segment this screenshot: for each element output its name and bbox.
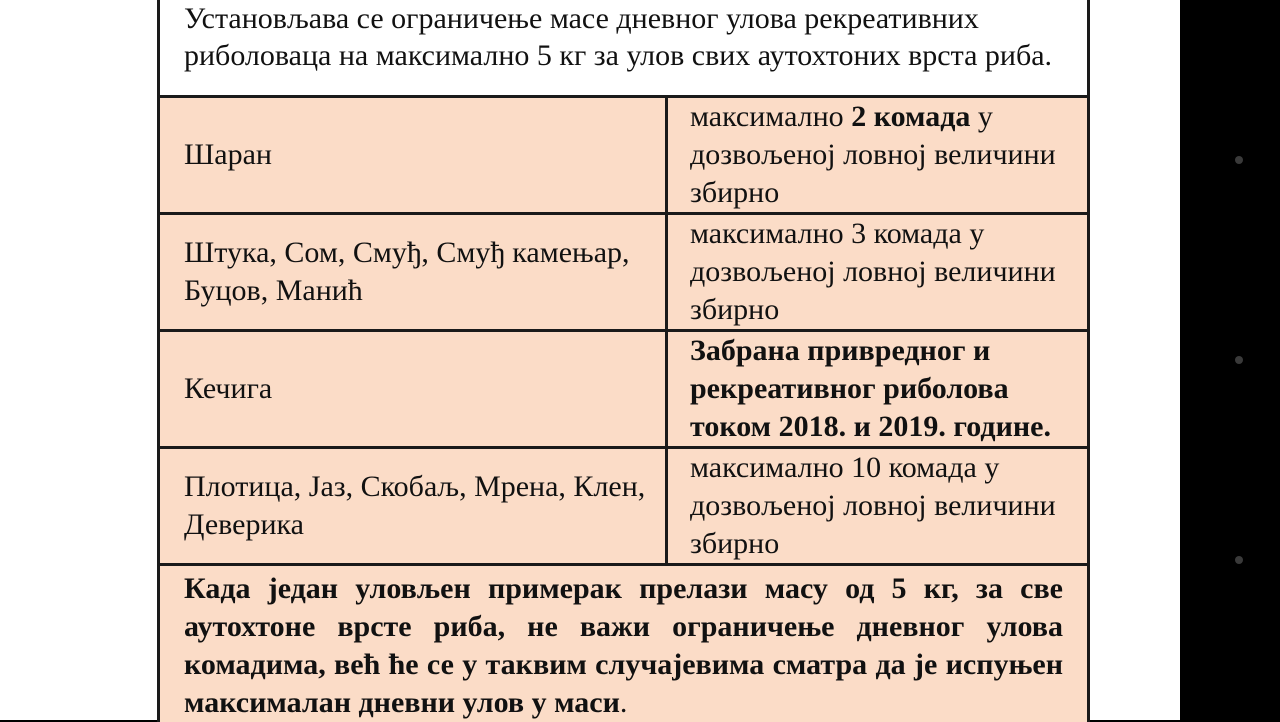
page-indicator-dot[interactable] — [1235, 156, 1243, 164]
footnote-period: . — [619, 686, 628, 719]
limit-bold-text: 2 комада — [851, 100, 971, 133]
species-cell: Плотица, Јаз, Скобаљ, Мрена, Клен, Деверика — [160, 448, 667, 565]
footnote-paragraph — [160, 566, 1087, 722]
regulation-table — [157, 0, 1090, 722]
catch-limits-table — [160, 98, 1087, 566]
limit-cell — [667, 331, 1088, 448]
species-cell: Штука, Сом, Смуђ, Смуђ камењар, Буцов, Манић — [160, 214, 667, 331]
limit-cell — [667, 214, 1088, 331]
page-indicator-dot[interactable] — [1235, 356, 1243, 364]
limit-cell — [667, 98, 1088, 214]
viewer-sidebar — [1180, 0, 1280, 720]
limit-text: максимално 10 комада у дозвољеној ловној величини збирно — [690, 451, 1056, 560]
table-row — [160, 448, 1087, 565]
page-indicator-dot[interactable] — [1235, 556, 1243, 564]
species-cell: Кечига — [160, 331, 667, 448]
species-cell: Шаран — [160, 98, 667, 214]
limit-text: максимално — [690, 100, 852, 133]
footnote-text: Када један уловљен примерак прелази масу од 5 кг, за све аутохтоне врсте риба, не важи ограничење дневног улова комадима, већ ће се у таквим случајевима сматра да је испуњен максималан дневни улов у маси — [184, 572, 1063, 719]
table-row — [160, 214, 1087, 331]
limit-bold-text: Забрана привредног и рекреативног риболова током 2018. и 2019. године. — [690, 334, 1051, 443]
limit-cell — [667, 448, 1088, 565]
limit-text: у дозвољеној ловној величини збирно — [690, 100, 1056, 209]
table-row — [160, 331, 1087, 448]
limit-text: максимално 3 комада у дозвољеној ловној величини збирно — [690, 217, 1056, 326]
table-row — [160, 98, 1087, 214]
intro-paragraph: Установљава се ограничење масе дневног улова рекреативних риболоваца на максимално 5 кг за улов свих аутохтоних врста риба. — [160, 0, 1087, 98]
